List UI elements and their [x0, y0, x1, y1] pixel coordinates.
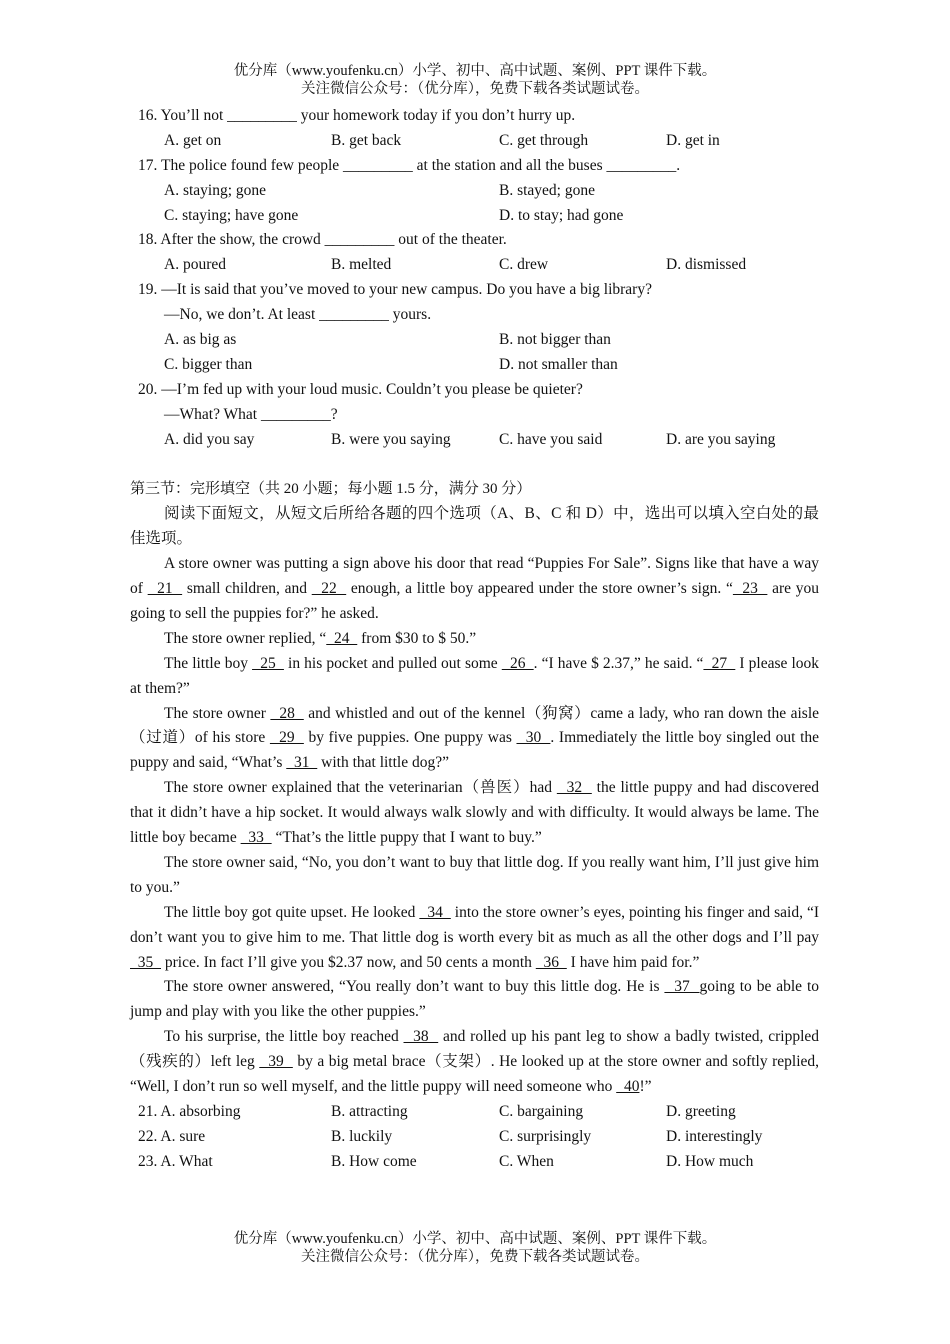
- passage-text: “That’s the little puppy that I want to buy.”: [271, 829, 542, 847]
- question-16-stem: 16. You’ll not _________ your homework today if you don’t hurry up.: [138, 107, 576, 124]
- option-d: D. are you saying: [666, 430, 776, 448]
- blank-36: 36: [535, 953, 567, 971]
- question-19-stem: 19. —It is said that you’ve moved to your new campus. Do you have a big library?: [138, 281, 652, 299]
- passage-paragraph-8: [130, 975, 819, 1025]
- question-17-options-row2: [130, 204, 819, 229]
- passage-text: are you going to sell the puppies for?” he asked.: [130, 579, 820, 622]
- passage-text: the little puppy and had discovered that it didn’t have a hip socket. It would always walk slowly and with difficulty. It would always be lame. The little boy became: [130, 779, 819, 847]
- passage-paragraph-4: [130, 702, 819, 777]
- header-line-1: 优分库（www.youfenku.cn）小学、初中、高中试题、案例、PPT 课件下载。: [233, 63, 717, 79]
- passage-text: going to be able to jump and play with you like the other puppies.”: [130, 978, 820, 1021]
- page-header: [0, 62, 950, 98]
- choice-22-d: D. interestingly: [666, 1127, 763, 1145]
- choice-row-23: [130, 1150, 819, 1175]
- blank-40: 40: [616, 1078, 640, 1096]
- blank-29: 29: [269, 729, 304, 747]
- option-b: B. were you saying: [331, 430, 451, 448]
- passage-text: The store owner explained that the veterinarian（兽医）had: [164, 779, 557, 797]
- option-a: A. staying; gone: [164, 181, 267, 199]
- passage-paragraph-3: [130, 652, 819, 702]
- blank-28: 28: [270, 704, 304, 722]
- question-16-options: [130, 129, 819, 154]
- passage-text: price. In fact I’ll give you $2.37 now, and 50 cents a month: [161, 953, 536, 971]
- question-19-continuation: —No, we don’t. At least _________ yours.: [164, 306, 432, 324]
- choice-22-a: 22. A. sure: [138, 1127, 206, 1145]
- option-d: D. to stay; had gone: [499, 206, 624, 224]
- choice-row-21: [130, 1100, 819, 1125]
- passage-paragraph-2: [130, 627, 819, 652]
- option-b: B. stayed; gone: [499, 181, 595, 199]
- choice-21-d: D. greeting: [666, 1103, 736, 1120]
- choice-21-a: 21. A. absorbing: [138, 1103, 241, 1120]
- blank-37: 37: [664, 978, 700, 996]
- blank-34: 34: [419, 903, 451, 921]
- passage-text: in his pocket and pulled out some: [283, 654, 502, 672]
- question-18-options: [130, 253, 819, 278]
- blank-33: 33: [240, 829, 272, 847]
- option-c: C. get through: [499, 131, 589, 149]
- section-3-title: 第三节：完形填空（共 20 小题；每小题 1.5 分，满分 30 分）: [130, 481, 532, 498]
- option-d: D. dismissed: [666, 256, 747, 274]
- blank-31: 31: [286, 754, 318, 772]
- passage-text: I have him paid for.”: [566, 953, 700, 971]
- question-17-options-row1: [130, 179, 819, 204]
- passage-text: The store owner answered, “You really don’t want to buy this little dog. He is: [164, 978, 665, 996]
- choice-21-c: C. bargaining: [499, 1103, 584, 1120]
- option-c: C. staying; have gone: [164, 206, 299, 224]
- choice-23-c: C. When: [499, 1152, 554, 1170]
- passage-paragraph-9: [130, 1025, 819, 1100]
- blank-30: 30: [516, 729, 551, 747]
- passage-text: and whistled and out of the kennel（狗窝）came a lady, who ran down the aisle（过道）of his store: [130, 704, 820, 747]
- option-b: B. get back: [331, 131, 402, 149]
- blank-35: 35: [130, 953, 161, 971]
- header-line-2: 关注微信公众号：（优分库），免费下载各类试题试卷。: [301, 81, 649, 97]
- passage-text: with that little dog?”: [317, 754, 449, 772]
- choice-21-b: B. attracting: [331, 1103, 408, 1120]
- blank-32: 32: [556, 779, 592, 797]
- choice-23-b: B. How come: [331, 1152, 417, 1170]
- blank-23: 23: [732, 579, 768, 597]
- option-c: C. bigger than: [164, 355, 253, 373]
- question-20-continuation: —What? What _________?: [164, 405, 338, 423]
- passage-paragraph-7: [130, 901, 819, 976]
- question-20-stem: 20. —I’m fed up with your loud music. Couldn’t you please be quieter?: [138, 380, 583, 398]
- passage-text: To his surprise, the little boy reached: [164, 1028, 404, 1046]
- option-a: A. as big as: [164, 331, 237, 349]
- option-c: C. drew: [499, 256, 549, 274]
- passage-text: . “I have $ 2.37,” he said. “: [533, 654, 704, 672]
- option-d: D. not smaller than: [499, 355, 618, 373]
- option-b: B. melted: [331, 256, 392, 274]
- passage-text: A store owner was putting a sign above his door that read “Puppies For Sale”. Signs like that have a way of: [130, 555, 819, 597]
- page-content: [130, 104, 819, 1175]
- passage-text: and rolled up his pant leg to show a badly twisted, crippled（残疾的）left leg: [130, 1028, 820, 1071]
- passage-text: small children, and: [182, 579, 312, 597]
- blank-24: 24: [326, 629, 358, 647]
- passage-text: by five puppies. One puppy was: [303, 729, 517, 747]
- blank-39: 39: [259, 1053, 293, 1071]
- option-a: A. get on: [164, 131, 222, 149]
- question-18-stem: 18. After the show, the crowd _________ out of the theater.: [138, 231, 507, 249]
- question-20-options: [130, 428, 819, 453]
- passage-text: !”: [639, 1078, 652, 1096]
- footer-line-2: 关注微信公众号：（优分库），免费下载各类试题试卷。: [301, 1249, 649, 1265]
- choice-row-22: [130, 1125, 819, 1150]
- option-d: D. get in: [666, 131, 720, 149]
- choice-22-b: B. luckily: [331, 1127, 393, 1145]
- footer-line-1: 优分库（www.youfenku.cn）小学、初中、高中试题、案例、PPT 课件下载。: [233, 1231, 717, 1247]
- option-c: C. have you said: [499, 430, 603, 448]
- option-a: A. did you say: [164, 430, 255, 448]
- blank-22: 22: [311, 579, 347, 597]
- blank-27: 27: [703, 654, 736, 672]
- passage-text: into the store owner’s eyes, pointing his finger and said, “I don’t want you to give him to me. That little dog is worth every bit as much as all the other dogs and I’ll pay: [130, 903, 819, 946]
- passage-text: The little boy: [164, 654, 253, 672]
- choice-23-a: 23. A. What: [138, 1152, 213, 1170]
- passage-paragraph-5: [130, 776, 819, 851]
- blank-25: 25: [252, 654, 284, 672]
- question-19-options-row1: [130, 328, 819, 353]
- passage-text: I please look at them?”: [130, 654, 820, 697]
- question-17-stem: 17. The police found few people _________ at the station and all the buses _________.: [138, 156, 681, 174]
- choice-23-d: D. How much: [666, 1152, 754, 1170]
- passage-text: The store owner: [164, 704, 271, 722]
- passage-text: The store owner replied, “: [164, 629, 327, 647]
- passage-text: . Immediately the little boy singled out the puppy and said, “What’s: [130, 729, 820, 772]
- option-b: B. not bigger than: [499, 331, 611, 349]
- page-footer: [0, 1230, 950, 1266]
- passage-paragraph-6: The store owner said, “No, you don’t want to buy that little dog. If you really want him, I’ll just give him to you.”: [130, 853, 819, 896]
- blank-21: 21: [147, 579, 183, 597]
- passage-text: The little boy got quite upset. He looked: [164, 903, 420, 921]
- passage-text: by a big metal brace（支架）. He looked up at the store owner and softly replied, “Well, I don’t run so well myself, and the little puppy will need someone who: [130, 1053, 820, 1096]
- section-3-instruction: 阅读下面短文，从短文后所给各题的四个选项（A、B、C 和 D）中，选出可以填入空白处的最佳选项。: [130, 505, 819, 548]
- blank-26: 26: [501, 654, 534, 672]
- passage-text: from $30 to $ 50.”: [357, 629, 477, 647]
- question-19-options-row2: [130, 353, 819, 378]
- blank-38: 38: [403, 1028, 439, 1046]
- section-gap: [130, 452, 819, 477]
- passage-text: enough, a little boy appeared under the store owner’s sign. “: [346, 579, 733, 597]
- choice-22-c: C. surprisingly: [499, 1127, 592, 1145]
- passage-paragraph-1: [130, 552, 819, 627]
- option-a: A. poured: [164, 256, 226, 274]
